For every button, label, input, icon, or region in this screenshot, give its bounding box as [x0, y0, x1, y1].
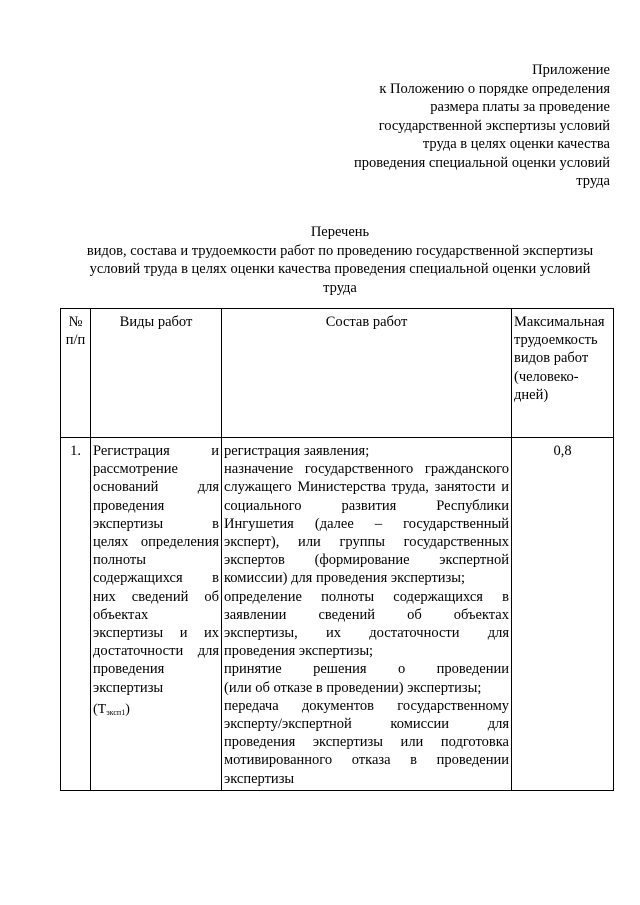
table-row [61, 438, 614, 791]
appendix-line: к Положению о порядке определения [379, 80, 610, 97]
appendix-line: труда в целях оценки качества [422, 136, 610, 152]
appendix-line: государственной экспертизы условий [378, 117, 610, 134]
work-type-line: проведения [93, 661, 165, 678]
composition-line: экспертизы, их достаточности для [224, 625, 509, 642]
composition-line: проведения экспертизы; [224, 643, 374, 660]
composition-line: эксперту/экспертной комиссии для [224, 716, 509, 733]
row-number: 1. [61, 438, 91, 791]
header-work-composition: Состав работ [222, 309, 512, 438]
composition-line: социального развития Республики [224, 497, 509, 514]
work-type-line: рассмотрение [93, 461, 178, 478]
composition-line: экспертизы [224, 770, 295, 787]
composition-line: регистрация заявления; [224, 443, 370, 459]
formula-subscript: эксп1 [106, 707, 126, 717]
appendix-line: размера платы за проведение [430, 99, 610, 115]
work-type-line: экспертизы [93, 679, 164, 696]
composition-line: принятие решения о проведении [224, 661, 509, 678]
title-line: условий труда в целях оценки качества проведения специальной оценки условий [89, 261, 591, 277]
composition-line: заявлении сведений об объектах [224, 606, 509, 623]
work-type-line: оснований для [93, 479, 219, 496]
appendix-line: Приложение [532, 62, 610, 78]
header-work-type: Виды работ [91, 309, 222, 438]
work-type-line: объектах [93, 606, 149, 623]
work-type-line: проведения [93, 497, 165, 514]
title-heading: Перечень [310, 224, 370, 240]
works-table [60, 308, 614, 791]
header-max-labor: Максимальная трудоемкость видов работ (человеко-дней) [512, 309, 614, 438]
composition-line: мотивированного отказа в проведении [224, 752, 509, 769]
composition-line: эксперт), или группы государственных [224, 534, 509, 551]
formula-letter: Т [97, 701, 107, 717]
work-type-line: них сведений об [93, 588, 219, 605]
row-max-labor: 0,8 [512, 438, 614, 791]
composition-line: (или об отказе в проведении) экспертизы; [224, 679, 482, 696]
composition-line: Ингушетия (далее – государственный [224, 515, 509, 532]
title-line: труда [323, 279, 357, 296]
work-type-line: достаточности для [93, 643, 219, 660]
title-line: видов, состава и трудоемкости работ по проведению государственной экспертизы [86, 242, 594, 259]
composition-line: экспертов (формирование экспертной [224, 552, 509, 569]
composition-line: проведения экспертизы или подготовка [224, 734, 509, 751]
header-number: № п/п [61, 309, 91, 438]
table-header-row [61, 309, 614, 438]
work-type-line: полноты [93, 552, 146, 569]
appendix-line: проведения специальной оценки условий [353, 154, 610, 171]
work-type-line: целях определения [93, 534, 219, 551]
row-work-composition [222, 438, 512, 791]
work-type-line: экспертизы и их [93, 625, 219, 642]
composition-line: служащего Министерства труда, занятости и [224, 479, 509, 496]
formula-symbol: $(Т_{эксп1})$ [93, 701, 130, 717]
composition-line: передача документов государственному [224, 697, 509, 714]
work-type-line: экспертизы в [93, 515, 219, 532]
composition-line: комиссии) для проведения экспертизы; [224, 570, 466, 587]
composition-line: определение полноты содержащихся в [224, 588, 509, 605]
appendix-line: труда [576, 173, 610, 189]
work-type-line: Регистрация и [93, 443, 219, 459]
work-type-line: содержащихся в [93, 570, 219, 587]
appendix-header [290, 61, 610, 191]
row-work-type [91, 438, 222, 791]
document-title [60, 223, 620, 297]
composition-line: назначение государственного гражданского [224, 461, 509, 478]
